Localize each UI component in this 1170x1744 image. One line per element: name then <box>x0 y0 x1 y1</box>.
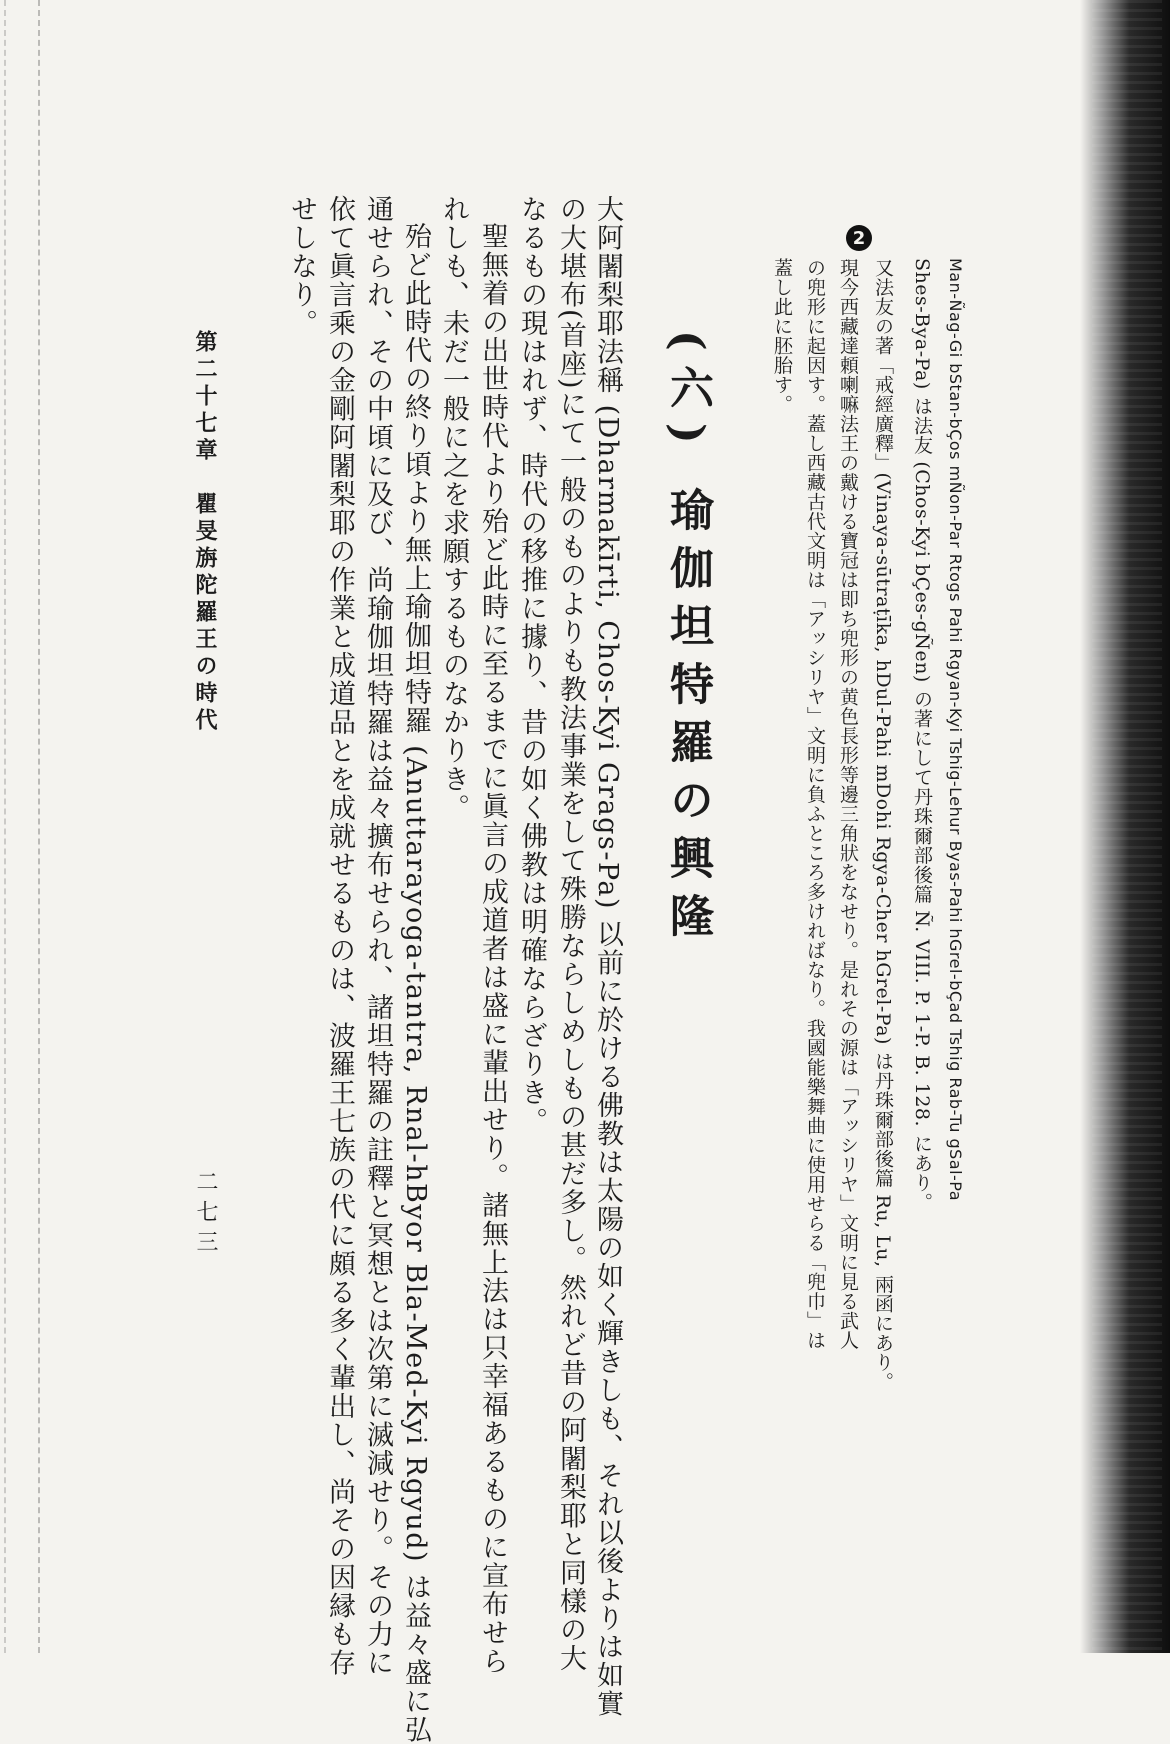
body-line: 大阿闍梨耶法稱 (Dharmakīrti, Chos-Kyi Grags-Pa) 以前に於ける佛教は太陽の如く輝きしも、それ以後よりは如實 <box>592 195 623 1719</box>
body-line: なるもの現はれず、時代の移推に據り、昔の如く佛教は明確ならざりき。 <box>516 195 547 1136</box>
footnote-line: Shes-Bya-Pa) は法友 (Chos-Kyi bÇes-gÑen) の著にして丹珠爾部後篇 Ñ. VIII. P. 1-P. B. 128. にあり。 <box>911 258 933 1212</box>
footnote-line: 蓋し此に胚胎す。 <box>771 258 793 414</box>
body-line: 殆ど此時代の終り頃より無上瑜伽坦特羅 (Anuttarayoga-tantra, Rnal-hByor Bla-Med-Kyi Rgyud) は益々盛に弘 <box>400 222 431 1744</box>
footnote-line: 現今西藏達頼喇嘛法王の戴ける寶冠は即ち兜形の黄色長形等邊三角狀をなせり。是れその源は「アッシリヤ」文明に見る武人 <box>837 258 859 1350</box>
body-line: せしなり。 <box>286 195 317 338</box>
body-line: の大堪布(首座)にて一般のものよりも教法事業をして殊勝ならしめしもの甚だ多し。然れど昔の阿闍梨耶と同樣の大 <box>555 195 586 1673</box>
body-line: れしも、未だ一般に之を求願するものなかりき。 <box>438 195 469 822</box>
body-line: 聖無着の出世時代より殆ど此時に至るまでに眞言の成道者は盛に輩出せり。諸無上法は只幸福あるものに宣布せら <box>477 222 508 1676</box>
footnote-line: Man-Ñag-Gi bStan-bÇos mÑon-Par Rtogs Pahi Rgyan-Kyi Tshig-Lehur Byas-Pahi hGrel-bÇad Tshig Rab-Tu gSal-Pa <box>946 258 965 1202</box>
footnote-line: の兜形に起因す。蓋し西藏古代文明は「アッシリヤ」文明に負ふところ多ければなり。我國能樂舞曲に使用せらる「兜巾」は <box>804 258 826 1350</box>
body-line: 通せられ、その中頃に及び、尚瑜伽坦特羅は益々擴布せられ、諸坦特羅の註釋と冥想とは次第に滅減せり。その力に <box>362 195 393 1677</box>
page-number: 二七三 <box>193 1170 218 1260</box>
body-line: 依て眞言乘の金剛阿闍梨耶の作業と成道品とを成就せるものは、波羅王七族の代に頗る多く輩出し、尚その因縁も存 <box>324 195 355 1677</box>
section-title: (六) 瑜伽坦特羅の興隆 <box>662 330 713 951</box>
footnote-line: 又法友の著「戒經廣釋」(Vinaya-sūtraṭīka, hDul-Pahi mDohi Rgya-Cher hGrel-Pa) は丹珠爾部後篇 Ru, Lu, 兩函にあり。 <box>872 258 894 1392</box>
fold-mark-outer <box>4 0 6 1653</box>
running-head: 第二十七章 瞿旻旃陀羅王の時代 <box>192 330 218 735</box>
footnote-marker: 2 <box>846 225 872 251</box>
binding-edge-texture <box>1092 0 1162 1653</box>
fold-mark <box>38 0 40 1653</box>
